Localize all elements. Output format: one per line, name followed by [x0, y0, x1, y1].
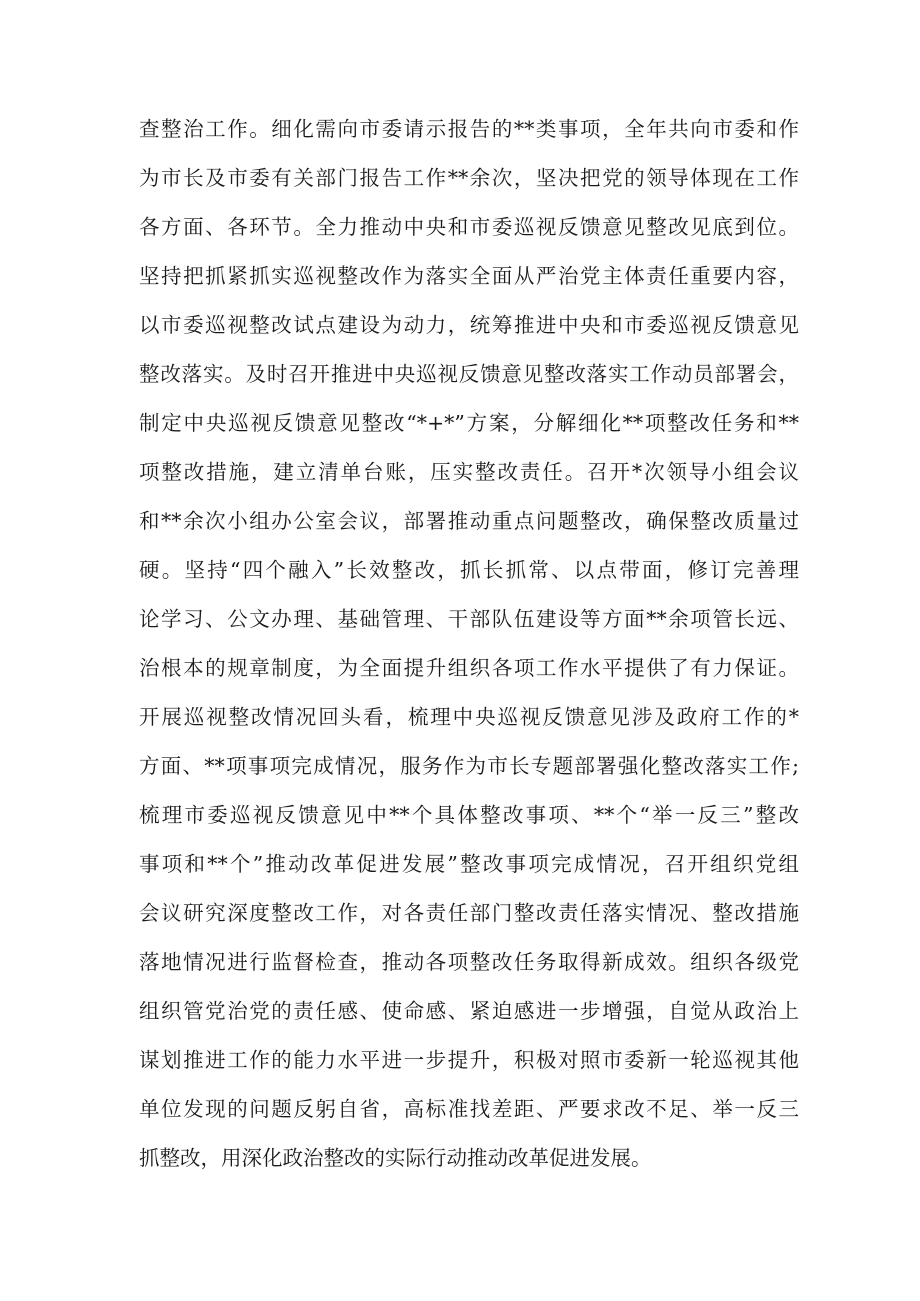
- text-line: 硬。坚持“四个融入”长效整改，抓长抓常、以点带面，修订完善理: [139, 558, 799, 582]
- text-line: 论学习、公文办理、基础管理、干部队伍建设等方面**余项管长远、: [139, 607, 799, 631]
- text-line: 会议研究深度整改工作，对各责任部门整改责任落实情况、整改措施: [139, 901, 799, 925]
- text-line: 开展巡视整改情况回头看，梳理中央巡视反馈意见涉及政府工作的*: [139, 705, 799, 729]
- text-line: 抓整改，用深化政治整改的实际行动推动改革促进发展。: [139, 1146, 652, 1170]
- text-line: 为市长及市委有关部门报告工作**余次，坚决把党的领导体现在工作: [139, 166, 799, 190]
- text-line: 治根本的规章制度，为全面提升组织各项工作水平提供了有力保证。: [139, 656, 799, 680]
- text-line: 查整治工作。细化需向市委请示报告的**类事项，全年共向市委和作: [139, 117, 799, 141]
- text-line: 方面、**项事项完成情况，服务作为市长专题部署强化整改落实工作;: [139, 754, 799, 778]
- text-line: 和**余次小组办公室会议，部署推动重点问题整改，确保整改质量过: [139, 509, 799, 533]
- text-line: 各方面、各环节。全力推动中央和市委巡视反馈意见整改见底到位。: [139, 215, 799, 239]
- text-line: 事项和**个”推动改革促进发展”整改事项完成情况，召开组织党组: [139, 852, 799, 876]
- text-line: 整改落实。及时召开推进中央巡视反馈意见整改落实工作动员部署会，: [139, 362, 799, 386]
- text-line: 项整改措施，建立清单台账，压实整改责任。召开*次领导小组会议: [139, 460, 799, 484]
- body-paragraph: [139, 105, 799, 1183]
- text-line: 组织管党治党的责任感、使命感、紧迫感进一步增强，自觉从政治上: [139, 999, 799, 1023]
- text-line: 梳理市委巡视反馈意见中**个具体整改事项、**个“举一反三”整改: [139, 803, 799, 827]
- text-line: 坚持把抓紧抓实巡视整改作为落实全面从严治党主体责任重要内容，: [139, 264, 799, 288]
- text-line: 以市委巡视整改试点建设为动力，统筹推进中央和市委巡视反馈意见: [139, 313, 799, 337]
- text-line: 谋划推进工作的能力水平进一步提升，积极对照市委新一轮巡视其他: [139, 1048, 799, 1072]
- text-line: 制定中央巡视反馈意见整改“*+*”方案，分解细化**项整改任务和**: [139, 411, 799, 435]
- text-line: 落地情况进行监督检查，推动各项整改任务取得新成效。组织各级党: [139, 950, 799, 974]
- text-line: 单位发现的问题反躬自省，高标准找差距、严要求改不足、举一反三: [139, 1097, 799, 1121]
